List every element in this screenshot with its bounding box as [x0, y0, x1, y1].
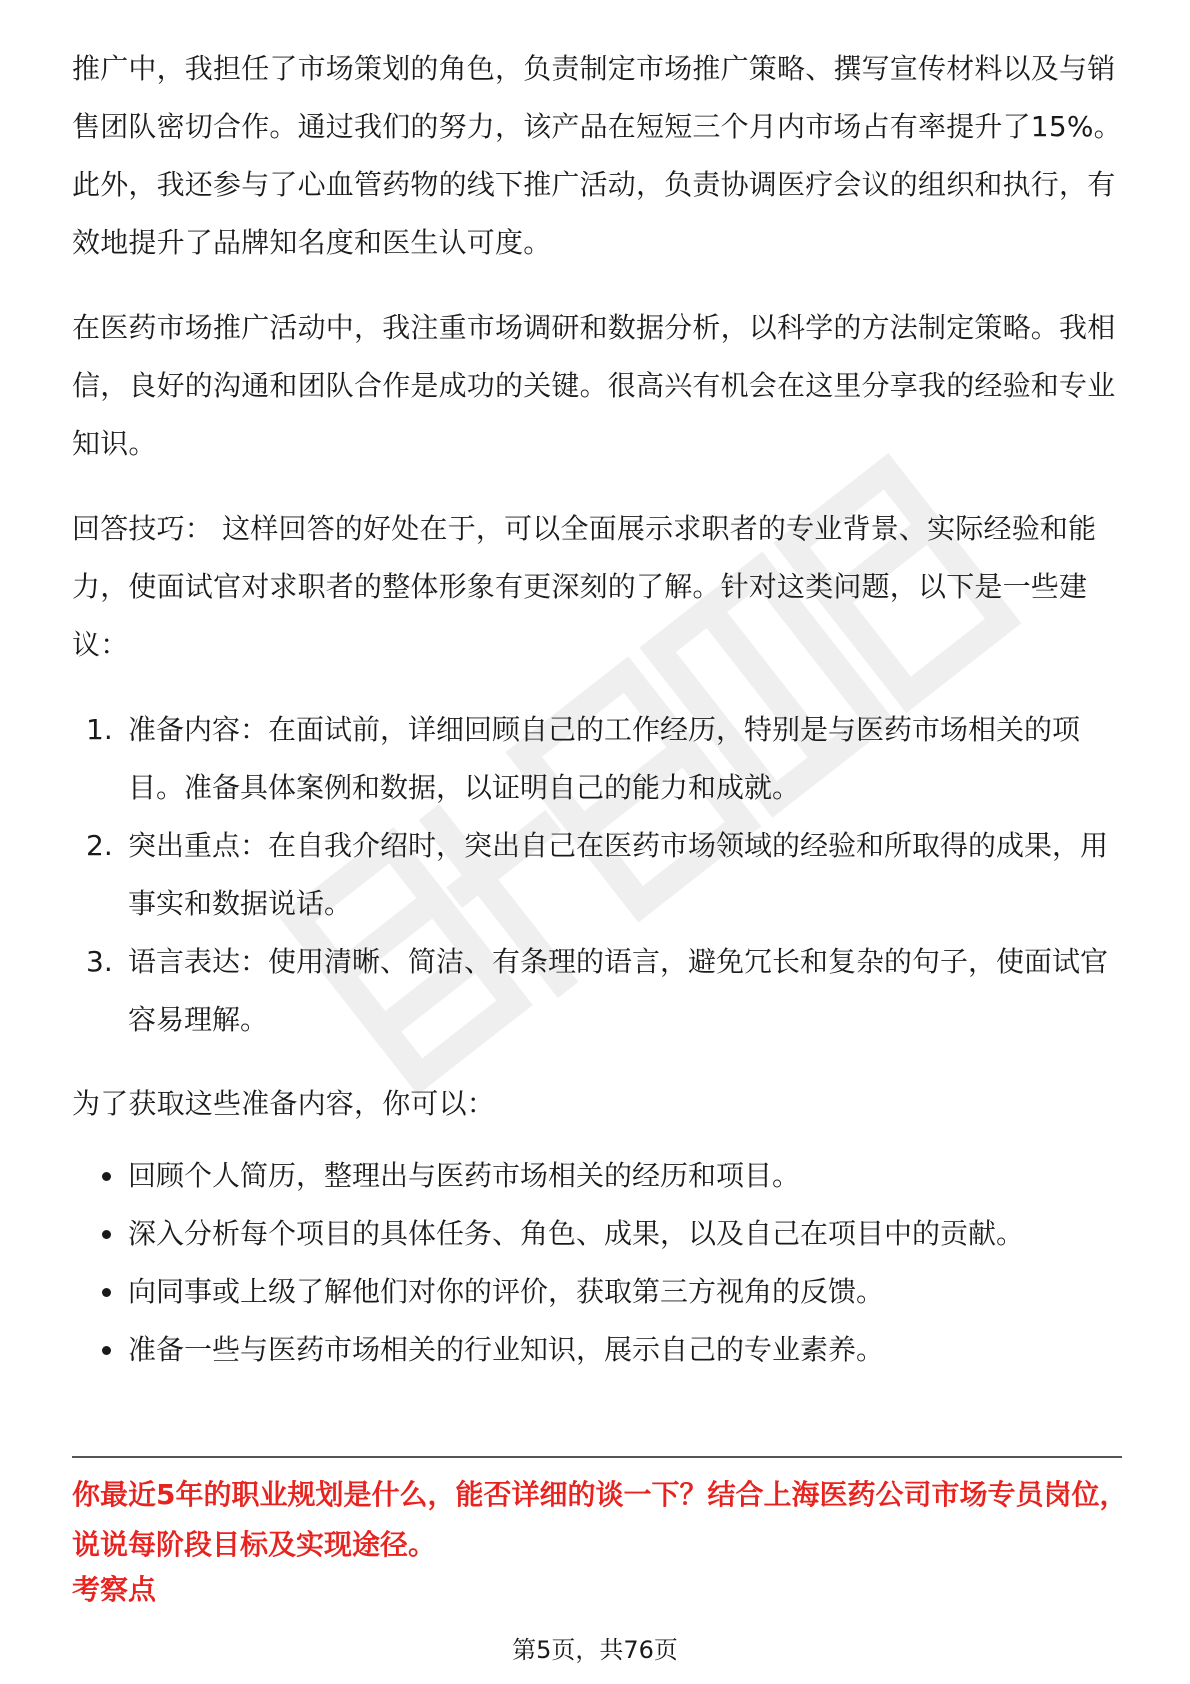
main-content: [72, 40, 1122, 1379]
list-number: 3.: [86, 945, 113, 978]
bullet-dot-icon: [102, 1172, 111, 1181]
bullet-item: [72, 1321, 1122, 1379]
bullet-text: 深入分析每个项目的具体任务、角色、成果，以及自己在项目中的贡献。: [128, 1217, 1025, 1250]
paragraph-experience: 推广中，我担任了市场策划的角色，负责制定市场推广策略、撰写宣传材料以及与销售团队密切合作。通过我们的努力，该产品在短短三个月内市场占有率提升了15%。此外，我还参与了心血管药物的线下推广活动，负责协调医疗会议的组织和执行，有效地提升了品牌知名度和医生认可度。: [72, 52, 1122, 259]
tips-list: [72, 701, 1122, 1049]
bullet-dot-icon: [102, 1288, 111, 1297]
bullet-item: [72, 1263, 1122, 1321]
bullet-dot-icon: [102, 1346, 111, 1355]
next-question-heading: 你最近5年的职业规划是什么，能否详细的谈一下？结合上海医药公司市场专员岗位，说说每阶段目标及实现途径。: [72, 1478, 1128, 1561]
paragraph-approach: 在医药市场推广活动中，我注重市场调研和数据分析，以科学的方法制定策略。我相信，良好的沟通和团队合作是成功的关键。很高兴有机会在这里分享我的经验和专业知识。: [72, 311, 1116, 460]
bullet-text: 回顾个人简历，整理出与医药市场相关的经历和项目。: [128, 1159, 801, 1192]
list-item-text: 准备内容：在面试前，详细回顾自己的工作经历，特别是与医药市场相关的项目。准备具体案例和数据，以证明自己的能力和成就。: [128, 713, 1081, 804]
list-item: [72, 817, 1122, 933]
bullet-text: 向同事或上级了解他们对你的评价，获取第三方视角的反馈。: [128, 1275, 885, 1308]
list-item: [72, 933, 1122, 1049]
prep-bullet-list: [72, 1147, 1122, 1379]
page-footer: 第5页，共76页: [512, 1636, 678, 1664]
list-number: 2.: [86, 829, 113, 862]
section-label-evaluation: 考察点: [72, 1573, 157, 1606]
list-item-text: 语言表达：使用清晰、简洁、有条理的语言，避免冗长和复杂的句子，使面试官容易理解。: [128, 945, 1109, 1036]
bullet-dot-icon: [102, 1230, 111, 1239]
section-divider: [72, 1456, 1122, 1458]
list-number: 1.: [86, 713, 113, 746]
list-item: [72, 701, 1122, 817]
bullet-item: [72, 1147, 1122, 1205]
prep-intro: 为了获取这些准备内容，你可以：: [72, 1087, 496, 1120]
list-item-text: 突出重点：在自我介绍时，突出自己在医药市场领域的经验和所取得的成果，用事实和数据说话。: [128, 829, 1109, 920]
paragraph-answer-tips: 回答技巧： 这样回答的好处在于，可以全面展示求职者的专业背景、实际经验和能力，使面试官对求职者的整体形象有更深刻的了解。针对这类问题，以下是一些建议：: [72, 512, 1097, 661]
bullet-item: [72, 1205, 1122, 1263]
bullet-text: 准备一些与医药市场相关的行业知识，展示自己的专业素养。: [128, 1333, 885, 1366]
